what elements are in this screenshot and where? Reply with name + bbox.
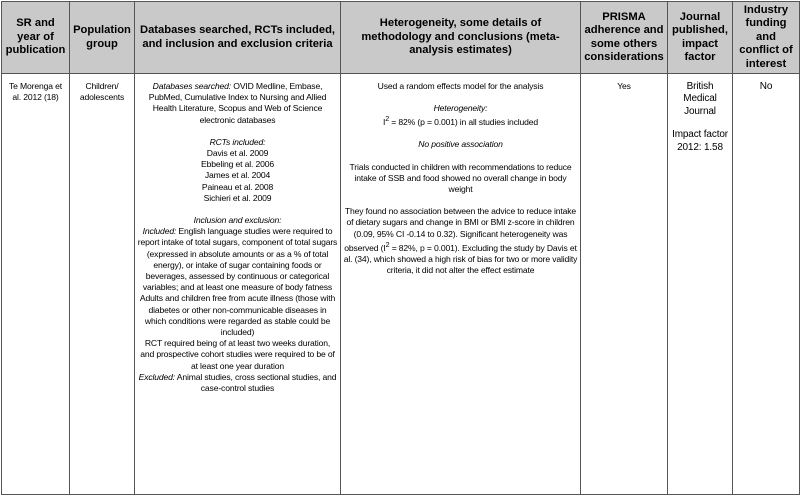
included-text: English language studies were required to report intake of total sugars, component of total sugars (expressed in absolute amounts or as a % of total energy), or intake of sugar containing foods or beverages, assessed by continuous or categorical variables; and at least one measure of body fatness (137, 226, 338, 293)
cell-sr (2, 74, 70, 495)
table-row (2, 74, 800, 495)
excluded-criteria (137, 372, 338, 394)
databases-searched-text: OVID Medline, Embase, PubMed, Cumulative Index to Nursing and Allied Health Literature, Scopus and Web of Science electronic databases (148, 81, 327, 125)
findings-sup: 2 (385, 240, 390, 249)
databases-searched (137, 81, 338, 126)
industry-text: No (759, 81, 773, 92)
header-sr: SR and year of publication (2, 2, 70, 74)
findings-text (343, 206, 578, 276)
databases-searched-label: Databases searched: (152, 81, 232, 91)
model-text: Used a random effects model for the analysis (377, 81, 544, 91)
prisma-text: Yes (617, 81, 631, 91)
cell-journal (668, 74, 733, 495)
trials-text: Trials conducted in children with recommendations to reduce intake of SSB and food showed no overall change in body weight (349, 161, 572, 195)
cell-population (70, 74, 135, 495)
header-journal: Journal published, impact factor (668, 2, 733, 74)
heterogeneity-value (343, 114, 578, 128)
het-value-text: = 82% (p = 0.001) in all studies included (389, 117, 539, 128)
findings-a: They found no association between the advice to reduce intake of dietary sugars and change in BMI or BMI z-score in children (0.09, 95% CI -0.14 to 0.32). Significant heterogeneity was observed (I (344, 206, 577, 253)
inclusion-label: Inclusion and exclusion: (193, 215, 282, 226)
rct-duration-criteria: RCT required being of at least two weeks duration, and prospective cohort studies were required to be of at least one year duration (140, 338, 335, 371)
het-i: I (382, 117, 386, 128)
findings-b: = 82%, p = 0.001). Excluding the study by Davis et al. (34), which showed a high risk of bias for two or more validity criteria, it did not alter the effect estimate (343, 242, 578, 276)
sr-text: Te Morenga et al. 2012 (18) (9, 81, 62, 103)
cell-databases (135, 74, 341, 495)
header-industry: Industry funding and conflict of interest (733, 2, 800, 74)
journal-name: British Medical Journal (683, 81, 717, 117)
rct-item: Paineau et al. 2008 (201, 181, 274, 192)
adults-criteria: Adults and children free from acute illness (those with diabetes or other non-communicable diseases in which conditions were regarded as stable could be included) (139, 293, 336, 338)
systematic-review-table (1, 1, 800, 495)
cell-heterogeneity (341, 74, 581, 495)
excluded-text: Animal studies, cross sectional studies, and case-control studies (175, 371, 337, 394)
header-heterogeneity: Heterogeneity, some details of methodology and conclusions (meta-analysis estimates) (341, 2, 581, 74)
heterogeneity-label: Heterogeneity: (433, 103, 488, 114)
rct-item: James et al. 2004 (204, 170, 271, 181)
header-databases: Databases searched, RCTs included, and inclusion and exclusion criteria (135, 2, 341, 74)
excluded-label: Excluded: (138, 371, 175, 382)
header-row (2, 2, 800, 74)
rct-item: Ebbeling et al. 2006 (201, 159, 274, 170)
cell-industry (733, 74, 800, 495)
het-sup: 2 (385, 115, 390, 124)
rcts-label: RCTs included: (209, 136, 266, 147)
included-criteria (137, 226, 338, 293)
header-prisma: PRISMA adherence and some others considerations (581, 2, 668, 74)
impact-factor: Impact factor 2012: 1.58 (672, 129, 728, 153)
rct-item: Davis et al. 2009 (206, 148, 269, 159)
cell-prisma (581, 74, 668, 495)
population-text: Children/ adolescents (79, 81, 125, 103)
rct-item: Sichieri et al. 2009 (203, 192, 272, 203)
header-population: Population group (70, 2, 135, 74)
included-label: Included: (142, 226, 177, 237)
no-association-text: No positive association (418, 139, 503, 150)
